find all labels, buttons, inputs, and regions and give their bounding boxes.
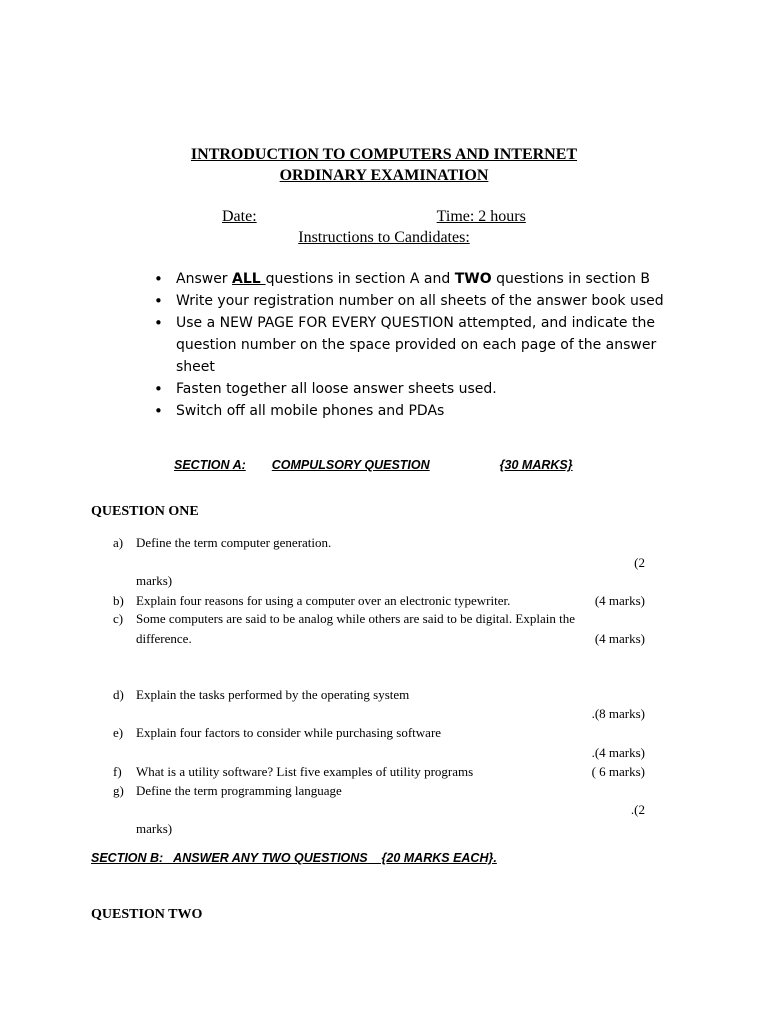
item-label: c) [113,611,124,626]
item-label: f) [113,764,122,779]
instructions-heading: Instructions to Candidates: [298,229,470,246]
date-time-row [222,208,526,226]
item-marks: .(8 marks) [591,706,645,721]
item-text-cont: difference. [136,631,192,646]
exam-subtitle: ORDINARY EXAMINATION [279,167,489,184]
item-marks-cont: marks) [136,821,173,836]
question-two-heading: QUESTION TWO [91,907,203,922]
item-marks-cont: marks) [136,573,173,588]
section-a-marks: {30 MARKS} [499,458,573,472]
time-label: Time: 2 hours [436,208,526,225]
item-marks: (2 [634,555,645,570]
item-label: d) [113,687,124,702]
instruction-item: • Answer ALL questions in section A and TWO questions in section B [154,268,684,290]
instruction-item: • Use a NEW PAGE FOR EVERY QUESTION attempted, and indicate the question number on the space provided on each page of the answer sheet [154,312,684,378]
section-b-heading: SECTION B: ANSWER ANY TWO QUESTIONS {20 MARKS EACH}. [91,851,497,865]
item-label: g) [113,783,124,798]
instruction-item: • Fasten together all loose answer sheets used. [154,378,684,400]
item-label: a) [113,535,124,550]
item-text: Define the term programming language [136,783,342,798]
exam-title: INTRODUCTION TO COMPUTERS AND INTERNET [190,146,578,163]
item-text: Explain four factors to consider while purchasing software [136,725,442,740]
item-label: e) [113,725,124,740]
item-text: What is a utility software? List five examples of utility programs [136,764,474,779]
item-marks: .(2 [630,802,645,817]
section-a-label: SECTION A: [174,458,246,472]
instruction-item: • Write your registration number on all sheets of the answer book used [154,290,684,312]
item-text: Define the term computer generation. [136,535,332,550]
date-label: Date: [222,208,257,225]
section-a-heading [174,458,573,472]
item-marks: (4 marks) [594,631,645,646]
item-text: Explain four reasons for using a computer over an electronic typewriter. [136,593,511,608]
item-marks: (4 marks) [594,593,645,608]
item-label: b) [113,593,124,608]
instruction-item: • Switch off all mobile phones and PDAs [154,400,684,422]
instructions-list [154,268,684,422]
section-a-title: COMPULSORY QUESTION [271,458,430,472]
item-marks: ( 6 marks) [591,764,645,779]
item-text: Some computers are said to be analog while others are said to be digital. Explain the [136,611,575,626]
item-marks: .(4 marks) [591,745,645,760]
item-text: Explain the tasks performed by the operating system [136,687,410,702]
question-one-heading: QUESTION ONE [91,504,199,519]
